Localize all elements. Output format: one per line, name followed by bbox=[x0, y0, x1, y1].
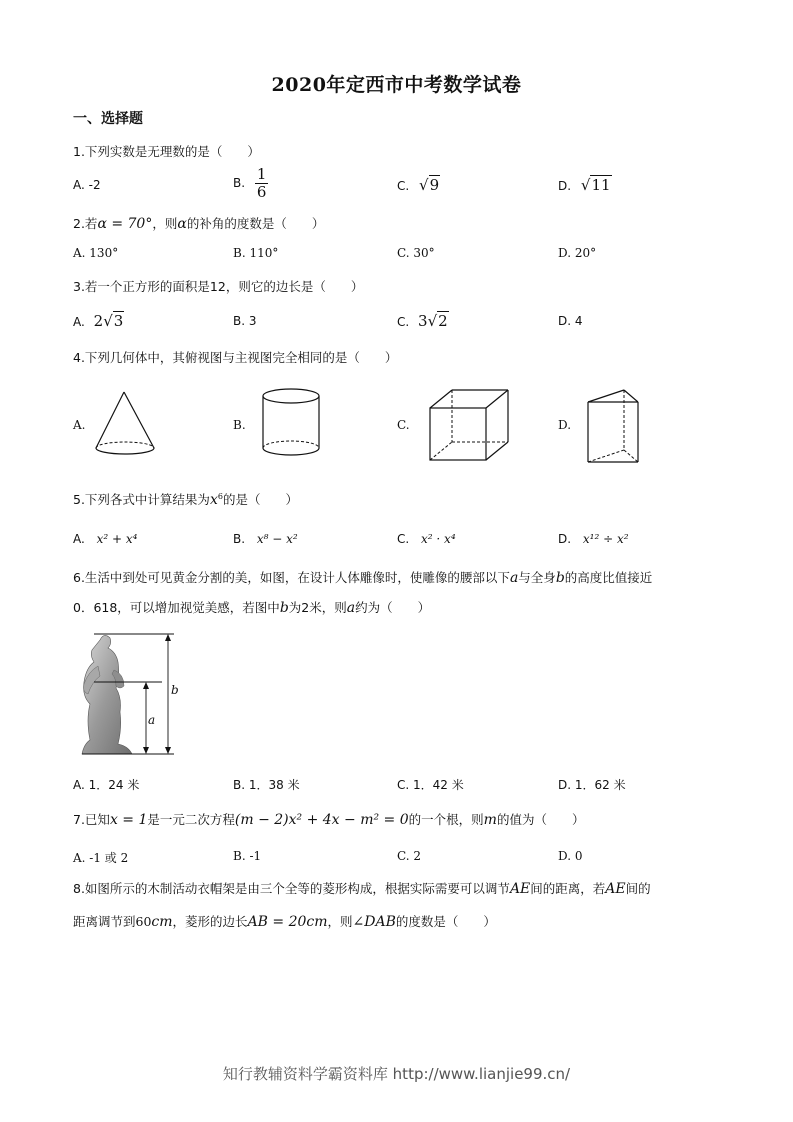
stem-math: ∠DAB bbox=[352, 914, 396, 930]
question-3-stem: 3.若一个正方形的面积是12，则它的边长是（ ） bbox=[73, 279, 364, 294]
footer-watermark: 知行教辅资料学霸资料库 http://www.lianjie99.cn/ bbox=[222, 1065, 571, 1083]
question-6-line-1 bbox=[73, 568, 652, 586]
stem-text: 距离调节到 bbox=[73, 914, 136, 929]
q1-option-b bbox=[233, 166, 268, 200]
q5-option-b-label: B. bbox=[233, 532, 246, 546]
q2-option-c: C. 30° bbox=[397, 246, 435, 260]
q5-option-c-expr: x² · x⁴ bbox=[421, 532, 456, 546]
stem-text: 的高度比值接近 bbox=[564, 570, 653, 585]
stem-text: 的度数是（ ） bbox=[395, 914, 496, 929]
q4-option-a: A. bbox=[73, 418, 86, 432]
stem-text: 与全身 bbox=[518, 570, 556, 585]
question-6-line-2 bbox=[73, 598, 430, 616]
q3-option-d: D. 4 bbox=[558, 314, 583, 328]
q3-option-c bbox=[397, 312, 449, 330]
stem-math: b bbox=[555, 570, 565, 586]
q5-option-b bbox=[233, 532, 298, 546]
stem-text: 的是（ ） bbox=[222, 492, 298, 507]
cube-figure bbox=[424, 386, 514, 466]
stem-math: a bbox=[509, 570, 519, 586]
q5-option-d-label: D. bbox=[558, 532, 572, 546]
stem-math: AE bbox=[605, 881, 626, 897]
stem-math: AE bbox=[509, 881, 531, 897]
stem-math: a bbox=[346, 600, 356, 616]
question-5-stem bbox=[73, 490, 298, 508]
q3-option-a-label: A. bbox=[73, 315, 85, 329]
q5-option-a bbox=[73, 532, 137, 546]
q3-option-b: B. 3 bbox=[233, 314, 257, 328]
q4-option-d: D. bbox=[558, 418, 572, 432]
coefficient: 2 bbox=[93, 312, 104, 330]
cone-figure bbox=[90, 388, 170, 460]
stem-text: 2.若 bbox=[73, 216, 98, 231]
q6-option-c: C. 1．42 米 bbox=[397, 778, 464, 792]
stem-text: 的值为（ ） bbox=[496, 812, 585, 827]
stem-text: 7.已知 bbox=[73, 812, 110, 827]
radicand: 2 bbox=[438, 312, 448, 330]
cylinder-figure bbox=[257, 386, 329, 464]
stem-math: cm bbox=[151, 914, 173, 930]
stem-math: (m − 2)x² + 4x − m² = 0 bbox=[234, 812, 409, 828]
q3-option-a bbox=[73, 312, 124, 330]
question-8-line-2 bbox=[73, 912, 496, 930]
stem-text: 6.生活中到处可见黄金分割的美，如图，在设计人体雕像时，使雕像的腰部以下 bbox=[73, 570, 510, 585]
q1-option-b-label: B. bbox=[233, 176, 246, 190]
radicand: 9 bbox=[429, 176, 440, 194]
q6-option-d: D. 1．62 米 bbox=[558, 778, 626, 792]
radicand: 11 bbox=[591, 176, 611, 194]
statue-figure bbox=[74, 630, 184, 758]
stem-text: ，则 bbox=[327, 914, 353, 929]
fraction-denominator: 6 bbox=[256, 182, 267, 201]
stem-math: b bbox=[279, 600, 289, 616]
stem-text: 8.如图所示的木制活动衣帽架是由三个全等的菱形构成，根据实际需要可以调节 bbox=[73, 881, 510, 896]
q2-option-b: B. 110° bbox=[233, 246, 279, 260]
stem-math: x = 1 bbox=[109, 812, 148, 828]
q3-option-a-expr: 2√3 bbox=[93, 312, 124, 330]
question-8-line-1 bbox=[73, 879, 651, 897]
q4-option-c: C. bbox=[397, 418, 410, 432]
q1-option-d bbox=[558, 176, 612, 194]
stem-text: 约为（ ） bbox=[355, 600, 431, 615]
q1-option-d-label: D. bbox=[558, 179, 572, 193]
q1-option-c-label: C. bbox=[397, 179, 410, 193]
q5-option-d-expr: x¹² ÷ x² bbox=[582, 532, 629, 546]
q1-option-a: A. -2 bbox=[73, 178, 101, 192]
stem-math: x bbox=[209, 492, 218, 508]
q7-option-b: B. -1 bbox=[233, 849, 262, 863]
stem-math: AB = 20cm bbox=[247, 914, 328, 930]
question-4-stem: 4.下列几何体中，其俯视图与主视图完全相同的是（ ） bbox=[73, 350, 398, 365]
stem-math: α = 70° bbox=[97, 216, 153, 232]
question-2-stem bbox=[73, 214, 324, 232]
stem-text: 的补角的度数是（ ） bbox=[186, 216, 325, 231]
q5-option-b-expr: x⁸ − x² bbox=[256, 532, 298, 546]
stem-text: 间的距离，若 bbox=[530, 881, 606, 896]
q5-option-c bbox=[397, 532, 456, 546]
stem-text: ，则 bbox=[152, 216, 178, 231]
page-title: 2020年定西市中考数学试卷 bbox=[271, 74, 522, 96]
stem-text: 的一个根，则 bbox=[408, 812, 484, 827]
q3-option-c-label: C. bbox=[397, 315, 410, 329]
q4-option-b: B. bbox=[233, 418, 246, 432]
question-1-stem: 1.下列实数是无理数的是（ ） bbox=[73, 144, 260, 159]
q5-option-d bbox=[558, 532, 629, 546]
stem-math: m bbox=[483, 812, 497, 828]
stem-text: 0．618，可以增加视觉美感，若图中 bbox=[73, 600, 280, 615]
figure-label-b: b bbox=[171, 683, 179, 697]
q1-option-b-fraction bbox=[255, 166, 269, 200]
fraction-numerator: 1 bbox=[256, 165, 267, 183]
q5-option-a-label: A. bbox=[73, 532, 85, 546]
stem-text: 5.下列各式中计算结果为 bbox=[73, 492, 210, 507]
stem-math: α bbox=[177, 216, 187, 232]
q3-option-c-expr: 3√2 bbox=[418, 312, 448, 330]
q1-option-c bbox=[397, 176, 440, 194]
stem-text: ，菱形的边长 bbox=[172, 914, 248, 929]
q5-option-c-label: C. bbox=[397, 532, 410, 546]
radicand: 3 bbox=[113, 312, 124, 330]
stem-number: 60 bbox=[135, 914, 152, 929]
stem-text: 为2米，则 bbox=[288, 600, 347, 615]
q7-option-a: A. -1 或 2 bbox=[73, 851, 129, 865]
coefficient: 3 bbox=[418, 312, 428, 330]
q2-option-d: D. 20° bbox=[558, 246, 597, 260]
section-heading: 一、选择题 bbox=[73, 111, 143, 127]
q7-option-c: C. 2 bbox=[397, 849, 422, 863]
q1-option-d-sqrt: √11 bbox=[580, 176, 611, 194]
exponent: 6 bbox=[217, 491, 223, 501]
q7-option-d: D. 0 bbox=[558, 849, 583, 863]
stem-text: 是一元二次方程 bbox=[147, 812, 235, 827]
stem-text: 间的 bbox=[625, 881, 651, 896]
figure-label-a: a bbox=[148, 713, 156, 727]
question-7-stem bbox=[73, 810, 584, 828]
q6-option-b: B. 1．38 米 bbox=[233, 778, 300, 792]
q2-option-a: A. 130° bbox=[73, 246, 119, 260]
q5-option-a-expr: x² + x⁴ bbox=[96, 532, 138, 546]
triangular-prism-figure bbox=[582, 386, 646, 468]
q6-option-a: A. 1．24 米 bbox=[73, 778, 140, 792]
q1-option-c-sqrt: √9 bbox=[419, 176, 440, 194]
